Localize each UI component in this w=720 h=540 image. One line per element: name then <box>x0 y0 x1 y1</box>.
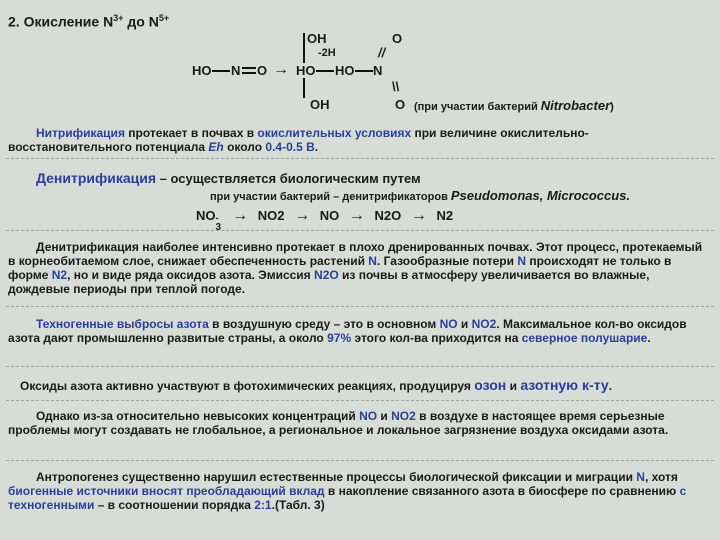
double-bond-n-o-1 <box>242 67 256 69</box>
term-oxidizing-conditions: окислительных условиях <box>257 126 412 140</box>
value-eh-range: 0.4-0.5 В <box>265 140 315 154</box>
p5-s3: и <box>377 409 392 423</box>
anthropogenesis-paragraph <box>8 470 708 512</box>
term-biogenic-sources: биогенные источники вносят преобладающий вклад <box>8 484 325 498</box>
heading-n2: N <box>148 13 159 30</box>
chain-no3: NO <box>196 208 216 223</box>
divider <box>6 230 714 231</box>
term-eh: Eh <box>208 140 224 154</box>
p2-n2o: N2O <box>314 268 339 282</box>
divider <box>6 306 714 307</box>
p1-s6: около <box>223 140 266 154</box>
bacteria-names: Pseudomonas, Micrococcus. <box>450 188 631 203</box>
scheme-n-left: N <box>231 63 241 78</box>
term-technogenic-emissions: Техногенные выбросы азота <box>36 317 209 331</box>
term-northern-hemisphere: северное полушарие <box>521 331 648 345</box>
chain-arrow-2: → <box>294 207 311 224</box>
p6-s7: – в соотношении порядка <box>94 498 255 512</box>
scheme-double-bond-top: // <box>378 45 386 60</box>
p5-no: NO <box>359 409 378 423</box>
bond-ho-ho <box>316 70 334 72</box>
photochemistry-paragraph <box>20 377 612 393</box>
p2-s1: Денитрификация наиболее интенсивно протекает в плохо дренированных почвах. Этот процесс, протекаемый в корнеобитаемом слое, снижает обеспеченность растений <box>8 240 703 268</box>
bond-vertical-bottom <box>303 78 305 98</box>
denitr-sub-text: при участии бактерий – денитрификаторов <box>210 191 451 203</box>
scheme-note <box>414 98 614 113</box>
scheme-ho-left: HO <box>192 63 212 78</box>
p4-s1: Оксиды азота активно участвуют в фотохимических реакциях, продуцируя <box>20 379 475 393</box>
term-ozone: озон <box>474 377 507 393</box>
p3-s4: и <box>457 317 472 331</box>
p3-no: NO <box>439 317 458 331</box>
scheme-o-bottom: O <box>395 97 406 112</box>
term-denitrification: Денитрификация <box>36 170 157 186</box>
p2-s9: из почвы в атмосферу увеличивается во влажные, дождевые периоды при теплой погоде. <box>8 268 650 296</box>
bond-vertical-top <box>303 33 305 63</box>
p3-s10: . <box>647 331 651 345</box>
heading-mid: до <box>127 13 145 30</box>
heading-n1: N <box>103 13 114 30</box>
scheme-minus-2h: -2H <box>318 47 336 59</box>
p5-no2: NO2 <box>391 409 416 423</box>
double-bond-n-o-2 <box>242 72 256 74</box>
scheme-ho-right: HO <box>335 63 355 78</box>
p6-n: N <box>636 470 645 484</box>
heading-n1-sup: 3+ <box>113 13 124 23</box>
scheme-n-right: N <box>373 63 383 78</box>
scheme-o-top: O <box>392 31 403 46</box>
p2-n2-gas: N2 <box>51 268 68 282</box>
term-technogenic: с техногенными <box>8 484 687 512</box>
chain-arrow-1: → <box>232 207 249 224</box>
chain-no: NO <box>319 208 340 223</box>
term-nitrification: Нитрификация <box>36 126 125 140</box>
denitrification-title <box>36 170 421 186</box>
p2-s7: , но и виде ряда оксидов азота. Эмиссия <box>67 268 315 282</box>
p2-n1: N <box>368 254 377 268</box>
chain-no3-sup: - <box>215 213 219 223</box>
section-heading <box>8 13 169 30</box>
scheme-double-bond-bottom: \\ <box>392 79 400 94</box>
chain-arrow-4: → <box>410 207 427 224</box>
chain-n2: N2 <box>436 208 454 223</box>
divider <box>6 400 714 401</box>
p3-s6: . Максимальное кол-во оксидов азота дают промышленно развитые страны, а около <box>8 317 687 345</box>
divider <box>6 366 714 367</box>
heading-prefix: 2. Окисление <box>8 13 100 30</box>
p3-s8: этого кол-ва приходится на <box>351 331 522 345</box>
bond-ho-n-right <box>355 70 373 72</box>
scheme-arrow: → <box>273 61 289 78</box>
p6-table-ref: .(Табл. 3) <box>271 498 325 512</box>
chain-arrow-3: → <box>348 207 365 224</box>
denitr-title-rest: – осуществляется биологическим путем <box>156 171 421 186</box>
denitrification-subtitle <box>210 188 630 203</box>
bond-ho-n <box>212 70 230 72</box>
pollution-paragraph <box>8 409 708 437</box>
denitrification-chain <box>196 207 454 233</box>
p3-no2: NO2 <box>471 317 497 331</box>
scheme-o-left: O <box>257 63 268 78</box>
scheme-ho-middle: HO <box>296 63 316 78</box>
scheme-note-bacteria: Nitrobacter <box>540 98 611 113</box>
p6-s3: , хотя <box>644 470 678 484</box>
p2-s5: происходят не только в форме <box>8 254 672 282</box>
p3-s2: в воздушную среду – это в основном <box>208 317 440 331</box>
chain-n2o: N2O <box>374 208 402 223</box>
p4-s5: . <box>608 379 613 393</box>
p3-percent: 97% <box>327 331 352 345</box>
p5-s1: Однако из-за относительно невысоких концентраций <box>36 409 360 423</box>
chain-no2: NO2 <box>257 208 285 223</box>
p2-s3: . Газообразные потери <box>376 254 518 268</box>
chain-no3-sub: 3 <box>215 222 222 233</box>
p1-s8: . <box>314 140 319 154</box>
scheme-oh-top: OH <box>307 31 327 46</box>
denitrification-paragraph <box>8 240 708 296</box>
scheme-note-text: (при участии бактерий <box>414 101 538 113</box>
heading-n2-sup: 5+ <box>158 13 170 23</box>
scheme-oh-bottom: OH <box>310 97 330 112</box>
term-nitric-acid: азотную к-ту <box>520 377 609 393</box>
p6-s1: Антропогенез существенно нарушил естественные процессы биологической фиксации и миграции <box>36 470 637 484</box>
divider <box>6 460 714 461</box>
p1-s2: протекает в почвах в <box>124 126 258 140</box>
p5-s5: в воздухе в настоящее время серьезные проблемы могут создавать не глобальное, а региональное и локальное загрязнение воздуха оксидами азота. <box>8 409 669 437</box>
p2-n2: N <box>517 254 526 268</box>
p6-ratio: 2:1 <box>254 498 272 512</box>
p4-s3: и <box>506 379 521 393</box>
p6-s5: в накопление связанного азота в биосфере по сравнению <box>324 484 680 498</box>
p1-s4: при величине окислительно-восстановительного потенциала <box>8 126 589 154</box>
divider <box>6 158 714 159</box>
scheme-note-end: ) <box>610 101 614 113</box>
emissions-paragraph <box>8 317 708 345</box>
nitrification-paragraph <box>8 126 708 154</box>
